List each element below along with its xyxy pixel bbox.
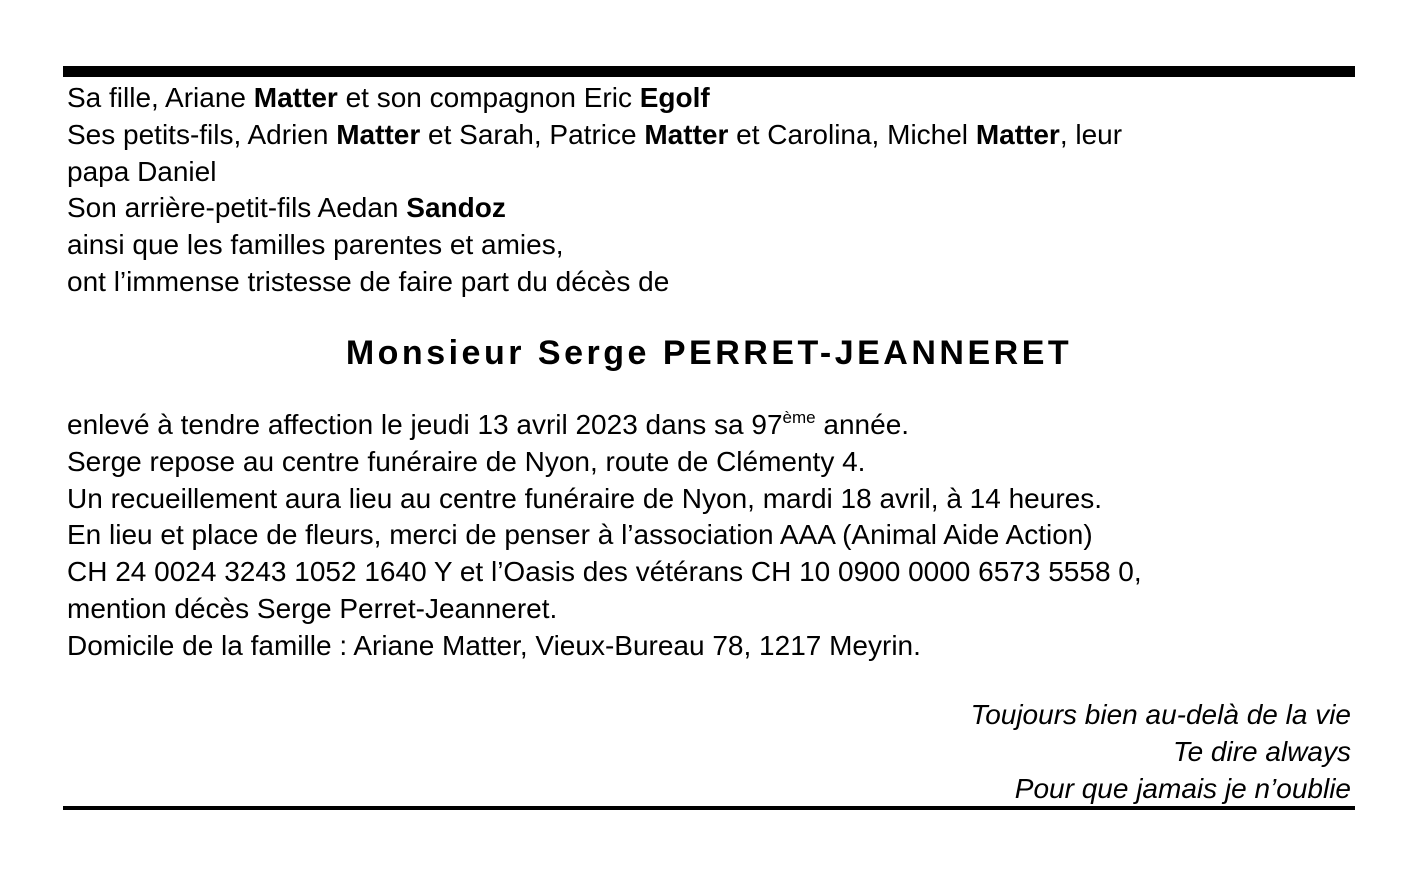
surname: Matter [336,118,421,150]
text-fragment: Sa fille, Ariane [67,82,254,113]
family-line-daughter [67,80,1122,117]
detail-line-resting-place: Serge repose au centre funéraire de Nyon, route de Clémenty 4. [67,445,866,477]
verse-line: Pour que jamais je n’oublie [1014,772,1351,804]
surname: Egolf [639,82,710,113]
family-line-announcement: ont l’immense tristesse de faire part du décès de [67,265,670,297]
text-fragment: Son arrière-petit-fils Aedan [67,192,407,224]
detail-line-accounts: CH 24 0024 3243 1052 1640 Y et l’Oasis des vétérans CH 10 0900 0000 6573 5558 0, [67,556,1142,588]
verse-line: Toujours bien au-delà de la vie [970,699,1351,730]
surname: Matter [253,82,338,113]
text-fragment: et Carolina, Michel [728,118,976,150]
detail-line-family-address: Domicile de la famille : Ariane Matter, Vieux-Bureau 78, 1217 Meyrin. [67,629,921,661]
family-announcement [67,80,1122,301]
deceased-name-heading: Monsieur Serge PERRET-JEANNERET [345,334,1073,372]
text-fragment: , leur [1059,118,1123,150]
text-fragment: enlevé à tendre affection le jeudi 13 avril 2023 dans sa 97 [67,409,783,440]
family-line-father: papa Daniel [67,155,217,187]
surname: Matter [644,118,729,150]
text-fragment: Ses petits-fils, Adrien [67,118,337,150]
top-border-rule [63,66,1355,77]
text-fragment: année. [815,409,910,440]
surname: Matter [975,118,1060,150]
ordinal-suffix: ème [782,408,816,427]
detail-line-mention: mention décès Serge Perret-Jeanneret. [67,592,558,624]
bottom-border-rule [63,806,1355,810]
text-fragment: et Sarah, Patrice [420,118,645,150]
text-fragment: et son compagnon Eric [337,82,640,113]
closing-verse [971,697,1351,807]
detail-line-date [67,407,1142,444]
verse-line: Te dire always [1173,735,1351,767]
family-line-relatives: ainsi que les familles parentes et amies, [67,229,564,261]
obituary-details [67,407,1142,665]
detail-line-ceremony: Un recueillement aura lieu au centre funéraire de Nyon, mardi 18 avril, à 14 heures. [67,482,1103,514]
surname: Sandoz [406,192,506,224]
family-line-grandsons [67,117,1122,154]
detail-line-donation: En lieu et place de fleurs, merci de penser à l’association AAA (Animal Aide Action) [67,519,1093,551]
family-line-great-grandson [67,190,1122,227]
